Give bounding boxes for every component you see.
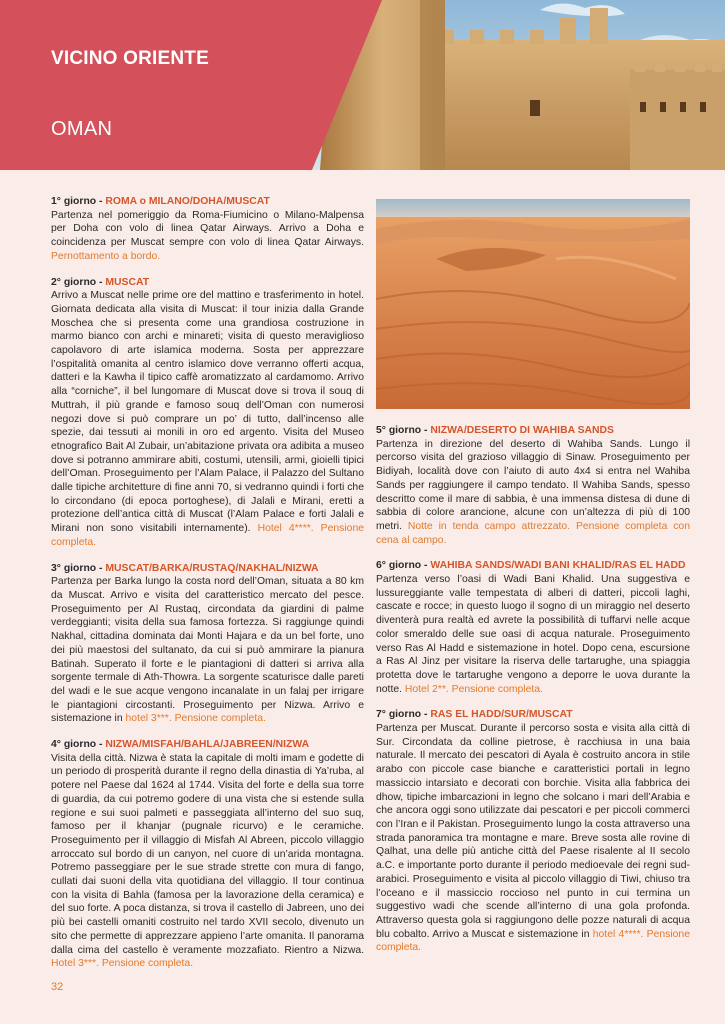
day-2-text: Arrivo a Muscat nelle prime ore del mattino e trasferimento in hotel. Giornata dedicata alla visita di Muscat: il tour inizia dalla Grande Moschea che si presenta come una grandiosa costruzione in marmo bianco con archi e minareti; visita di questo meraviglioso capolavoro di arte islamica moderna. Sosta per apprezzare l’ospitalità omanita al centro islamico dove verranno offerti acqua, datteri e la Kawha il tipico caffè aromatizzato al cardamomo. Arrivo alla “corniche”, il bel lungomare di Muscat dove si trova il souq di Muttrah, il più grande e famoso souq dell’Oman con numerosi negozi dove si può comprare un po’ di tutto, dall’incenso alle spezie, dai tessuti ai monili in oro ed argento. Visita del Museo etnografico Bait Al Zubair, un’abitazione privata ora adibita a museo dove si potranno ammirare abiti, costumi, utensili, armi, gioielli tipici dell’Oman. Proseguimento per l’Alam Palace, il Palazzo del Sultano dalle tipiche architetture di fine anni 70, si vedranno quindi i forti che lo circondano (di epoca portoghese), di Jalali e Mirani, eretti a protezione dell’antica città di Muscat (l’Alam Palace e forti Jalali e Mirani non sono visitabili internamente).: [51, 290, 364, 535]
header-banner: [0, 0, 725, 170]
day-1-label: 1° giorno -: [51, 196, 106, 207]
day-5-route: NIZWA/DESERTO DI WAHIBA SANDS: [430, 425, 614, 436]
day-6: [376, 559, 690, 696]
day-2-route: MUSCAT: [105, 276, 150, 288]
day-6-route: WAHIBA SANDS/WADI BANI KHALID/RAS EL HADD: [430, 560, 686, 572]
day-4-note: Hotel 3***. Pensione completa.: [51, 958, 194, 970]
day-7-label: 7° giorno -: [376, 709, 431, 721]
itinerary-column-left: [51, 195, 364, 983]
day-4: [51, 738, 364, 971]
day-2-label: 2° giorno -: [51, 276, 106, 288]
day-6-label: 6° giorno -: [376, 560, 431, 572]
day-2: [51, 276, 364, 550]
country-title: OMAN: [51, 118, 113, 140]
day-5-text: Partenza in direzione del deserto di Wahiba Sands. Lungo il percorso visita del grazioso villaggio di Sinaw. Proseguimento per Bidiyah, località dove con l’aiuto di auto 4x4 si entra nel Wahiba Sands per raggiungere il campo tendato. Il Wahiba Sands, spesso descritto come il mare di sabbia, è una immensa distesa di dune di sabbia di colore arancione, alcune con un’altezza di più di 100 metri.: [376, 438, 690, 532]
day-2-note: Hotel 4****. Pensione completa.: [51, 523, 364, 548]
desert-illustration: [376, 199, 690, 409]
page-number: 32: [51, 981, 64, 993]
day-1-title: [51, 195, 364, 209]
day-3-label: 3° giorno -: [51, 562, 106, 574]
day-7-text: Partenza per Muscat. Durante il percorso sosta e visita alla città di Sur. Circondata da colline pietrose, è racchiusa in una baia naturale. Il mercato dei pescatori di Ayala è costruito ancora in stile arabo con piccole case bianche e caratteristici portali in legno massiccio intarsiato e decorati con borchie. Visita alla fabbrica dei dhow, tipiche imbarcazioni in legno che solcano i mari dell’Arabia e che ancora oggi sono utilizzate dai pescatori e per piccoli commerci con l’Iran e il Pakistan. Proseguimento lungo la costa attraverso una strada panoramica tra montagne e mare. Breve sosta alle rovine di Qalhat, una delle più antiche città del Paese risalente al II secolo a.C. e importante porto durante il periodo medioevale dei regni sud-arabici. Proseguimento e visita al piccolo villaggio di Tiwi, chiuso tra l’oceano e il massiccio roccioso nel punto in cui termina un suggestivo wadi che scende all’interno di una gola profonda. Attraverso questa gola si raggiungono delle pozze naturali di acqua blu cobalto. Arrivo a Muscat e sistemazione in: [376, 723, 690, 940]
day-7-note: hotel 4****. Pensione completa.: [376, 928, 690, 954]
day-7-title: [376, 708, 690, 722]
day-6-title: [376, 559, 690, 573]
day-3-note: hotel 3***. Pensione completa.: [125, 713, 266, 725]
day-4-label: 4° giorno -: [51, 739, 106, 751]
fort-photo: [0, 0, 725, 170]
day-3-title: [51, 562, 364, 576]
day-5-label: 5° giorno -: [376, 425, 431, 436]
day-1-note: Pernottamento a bordo.: [51, 250, 161, 262]
day-2-title: [51, 276, 364, 290]
day-6-text: Partenza verso l’oasi di Wadi Bani Khalid. Una suggestiva e lussureggiante valle tempestata di alberi di datteri, piccoli laghi, cascate e rocce; in questo luogo il sogno di un miraggio nel deserto diventerà pura realtà ed avrete la possibilità di tuffarvi nelle acque color smeraldo delle sue oasi di acqua naturale. Proseguimento verso Ras Al Hadd e sistemazione in hotel. Dopo cena, escursione a Ras Al Jinz per visitare la riserva delle tartarughe, una spiaggia protetta dove le tartarughe vengono a deporre le uova durante la notte.: [376, 574, 690, 695]
day-3-route: MUSCAT/BARKA/RUSTAQ/NAKHAL/NIZWA: [105, 562, 319, 574]
day-4-text: Visita della città. Nizwa è stata la capitale di molti imam e godette di un periodo di prosperità durante il regno della dinastia di Ya’ruba, al potere nel Paese dal 1624 al 1744. Visita del forte e della sua torre di guardia, da cui potremo godere di una vista che si estende sulla regione e sui suoi palmeti e passeggiata all’interno del suo suq, famoso per il khanjar (pugnale ricurvo) e le ceramiche. Proseguimento per il villaggio di Misfah Al Abreen, piccolo villaggio arroccato sul bordo di un canyon, nel cuore di un’arida montagna. Potremo passeggiare per le sue strade strette con mura di fango, cullati dai suoni della vita quotidiana del villaggio. Il tour continua con la visita di Bahla (famosa per la lavorazione della ceramica) e del suo forte. A poca distanza, si trova il castello di Jabreen, uno dei più bei castelli omaniti costruito nel tardo XVII secolo, divenuto un sito che permette di apprezzare appieno l’arte omanita. Il panorama dalla cima del castello è veramente mozzafiato. Rientro a Nizwa.: [51, 752, 364, 956]
day-3: [51, 562, 364, 726]
day-5-note: Notte in tenda campo attrezzato. Pensione completa con cena al campo.: [376, 520, 690, 546]
itinerary-column-right: [376, 424, 690, 967]
section-title: VICINO ORIENTE: [51, 48, 209, 69]
day-1-route: ROMA o MILANO/DOHA/MUSCAT: [105, 196, 270, 207]
day-6-note: Hotel 2**. Pensione completa.: [404, 683, 543, 695]
day-4-title: [51, 738, 364, 752]
day-5: [376, 424, 690, 547]
day-5-title: [376, 424, 690, 438]
desert-photo: [376, 199, 690, 409]
day-1-text: Partenza nel pomeriggio da Roma-Fiumicino o Milano-Malpensa per Doha con volo di linea Qatar Airways. Arrivo a Doha e coincidenza per Muscat sempre con volo di linea Qatar Airways.: [51, 209, 364, 249]
day-4-route: NIZWA/MISFAH/BAHLA/JABREEN/NIZWA: [105, 739, 310, 751]
day-7-route: RAS EL HADD/SUR/MUSCAT: [430, 709, 573, 721]
day-3-text: Partenza per Barka lungo la costa nord dell’Oman, situata a 80 km da Muscat. Arrivo e visita del caratteristico mercato del pesce. Proseguimento per Al Rustaq, circondata da giardini di palme verdeggianti; visita della sua famosa fortezza. Si raggiunge quindi Nakhal, cittadina dominata dai Monti Hajara e da un bel forte, uno dei più maestosi del sultanato, da cui si può ammirare la pianura Batinah. Superato il forte e le piantagioni di datteri si arriva alla sorgente termale di Ath-Thowra. La sorgente scaturisce dalle pareti del wadi e le sue acque vengono incanalate in un falaj per irrigare le piantagioni circostanti. Proseguimento per Nizwa. Arrivo e sistemazione in: [51, 576, 364, 725]
day-7: [376, 708, 690, 955]
day-1: [51, 195, 364, 264]
